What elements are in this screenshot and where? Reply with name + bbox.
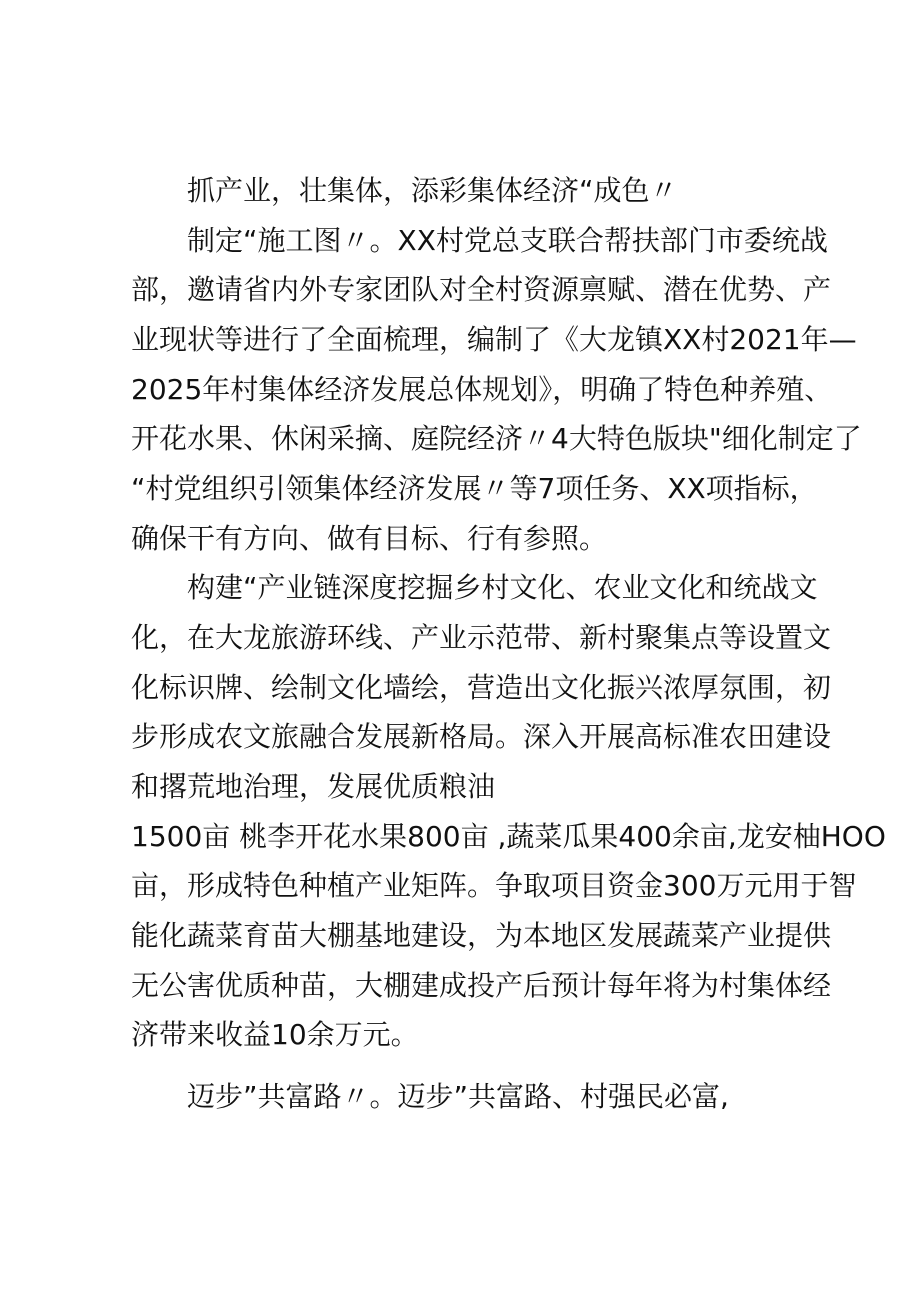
paragraph-line: 化，在大龙旅游环线、产业示范带、新村聚集点等设置文 bbox=[131, 621, 832, 654]
paragraph-line: 1500亩 桃李开花水果800亩 ,蔬菜瓜果400余亩,龙安柚HOO bbox=[131, 820, 886, 853]
paragraph-line: 能化蔬菜育苗大棚基地建设，为本地区发展蔬菜产业提供 bbox=[131, 919, 832, 952]
paragraph-line: 部，邀请省内外专家团队对全村资源禀赋、潜在优势、产 bbox=[131, 273, 832, 306]
paragraph-line: 迈步”共富路〃。迈步”共富路、村强民必富, bbox=[187, 1080, 729, 1113]
paragraph-line: 确保干有方向、做有目标、行有参照。 bbox=[131, 522, 608, 555]
paragraph-line: 2025年村集体经济发展总体规划》，明确了特色种养殖、 bbox=[131, 373, 833, 406]
paragraph-line: 开花水果、休闲采摘、庭院经济〃4大特色版块"细化制定了 bbox=[131, 422, 862, 455]
paragraph-line: 化标识牌、绘制文化墙绘，营造出文化振兴浓厚氛围，初 bbox=[131, 671, 832, 704]
paragraph-line: 济带来收益10余万元。 bbox=[131, 1018, 419, 1051]
section-heading: 抓产业，壮集体，添彩集体经济“成色〃 bbox=[187, 174, 678, 207]
paragraph-line: 业现状等进行了全面梳理，编制了《大龙镇XX村2021年— bbox=[131, 323, 857, 356]
paragraph-line: “村党组织引领集体经济发展〃等7项任务、XX项指标， bbox=[131, 472, 818, 505]
paragraph-line: 无公害优质种苗，大棚建成投产后预计每年将为村集体经 bbox=[131, 969, 832, 1002]
paragraph-line: 制定“施工图〃。XX村党总支联合帮扶部门市委统战 bbox=[187, 224, 828, 257]
paragraph-line: 步形成农文旅融合发展新格局。深入开展高标准农田建设 bbox=[131, 720, 832, 753]
paragraph-line: 和撂荒地治理，发展优质粮油 bbox=[131, 770, 496, 803]
paragraph-line: 亩，形成特色种植产业矩阵。争取项目资金300万元用于智 bbox=[131, 869, 857, 902]
paragraph-line: 构建“产业链深度挖掘乡村文化、农业文化和统战文 bbox=[187, 571, 818, 604]
